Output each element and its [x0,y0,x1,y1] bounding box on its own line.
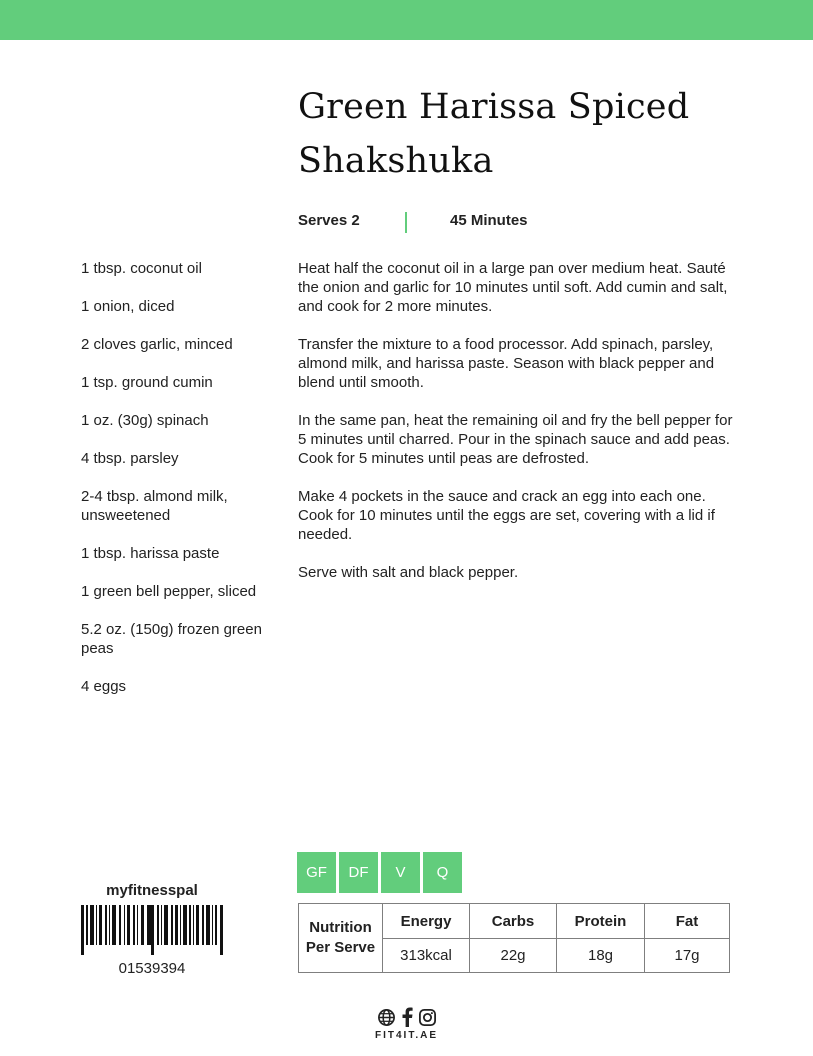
globe-icon[interactable] [377,1008,396,1027]
facebook-icon[interactable] [401,1007,413,1027]
method-step: Heat half the coconut oil in a large pan over medium heat. Sauté the onion and garlic for 10 minutes until soft. Add cumin and salt, and cook for 2 more minutes. [298,260,728,315]
ingredient-item: 1 green bell pepper, sliced [81,583,257,600]
nutrition-header: Fat [645,904,730,939]
tag-dairy-free: DF [339,852,378,893]
method-step: In the same pan, heat the remaining oil and fry the bell pepper for 5 minutes until charred. Pour in the spinach sauce and add peas. Cook for 5 minutes until peas are defrosted. [298,412,733,467]
tag-gluten-free: GF [297,852,336,893]
nutrition-row-label: Nutrition Per Serve [299,904,383,973]
nutrition-header: Protein [557,904,645,939]
barcode [81,905,223,955]
nutrition-value: 313kcal [383,939,470,973]
ingredient-item: 1 tbsp. harissa paste [81,545,220,562]
nutrition-value: 22g [470,939,557,973]
ingredient-item: 4 tbsp. parsley [81,450,179,467]
method-steps [298,259,738,601]
ingredient-item: 1 tbsp. coconut oil [81,260,202,277]
recipe-title: Green Harissa Spiced Shakshuka [298,87,690,181]
myfitnesspal-label: myfitnesspal [106,882,198,899]
ingredient-item: 2 cloves garlic, minced [81,336,233,353]
social-icons [340,1006,473,1028]
nutrition-table [298,903,730,973]
ingredient-item: 2-4 tbsp. almond milk, unsweetened [81,488,228,524]
ingredient-item: 1 oz. (30g) spinach [81,412,209,429]
footer-brand[interactable]: FIT4IT.AE [374,1030,438,1041]
method-step: Make 4 pockets in the sauce and crack an egg into each one. Cook for 10 minutes until the eggs are set, covering with a lid if needed. [298,488,715,543]
ingredient-item: 1 tsp. ground cumin [81,374,213,391]
tag-vegetarian: V [381,852,420,893]
method-step: Transfer the mixture to a food processor. Add spinach, parsley, almond milk, and harissa paste. Season with black pepper and blend until smooth. [298,336,715,391]
ingredient-item: 1 onion, diced [81,298,175,315]
nutrition-header: Carbs [470,904,557,939]
ingredient-item: 4 eggs [81,678,127,695]
ingredients-list [81,259,286,715]
instagram-icon[interactable] [418,1008,437,1027]
top-bar [0,0,813,40]
barcode-number: 01539394 [118,960,186,977]
method-step: Serve with salt and black pepper. [298,564,519,581]
nutrition-value: 17g [645,939,730,973]
nutrition-header: Energy [383,904,470,939]
ingredient-item: 5.2 oz. (150g) frozen green peas [81,621,262,657]
serves-label: Serves 2 [298,212,360,229]
meta-divider [405,212,407,233]
nutrition-value: 18g [557,939,645,973]
tag-quick: Q [423,852,462,893]
diet-tags [297,852,462,893]
time-label: 45 Minutes [450,212,528,229]
footer [340,1006,473,1041]
nutrition-header-row [299,904,730,939]
